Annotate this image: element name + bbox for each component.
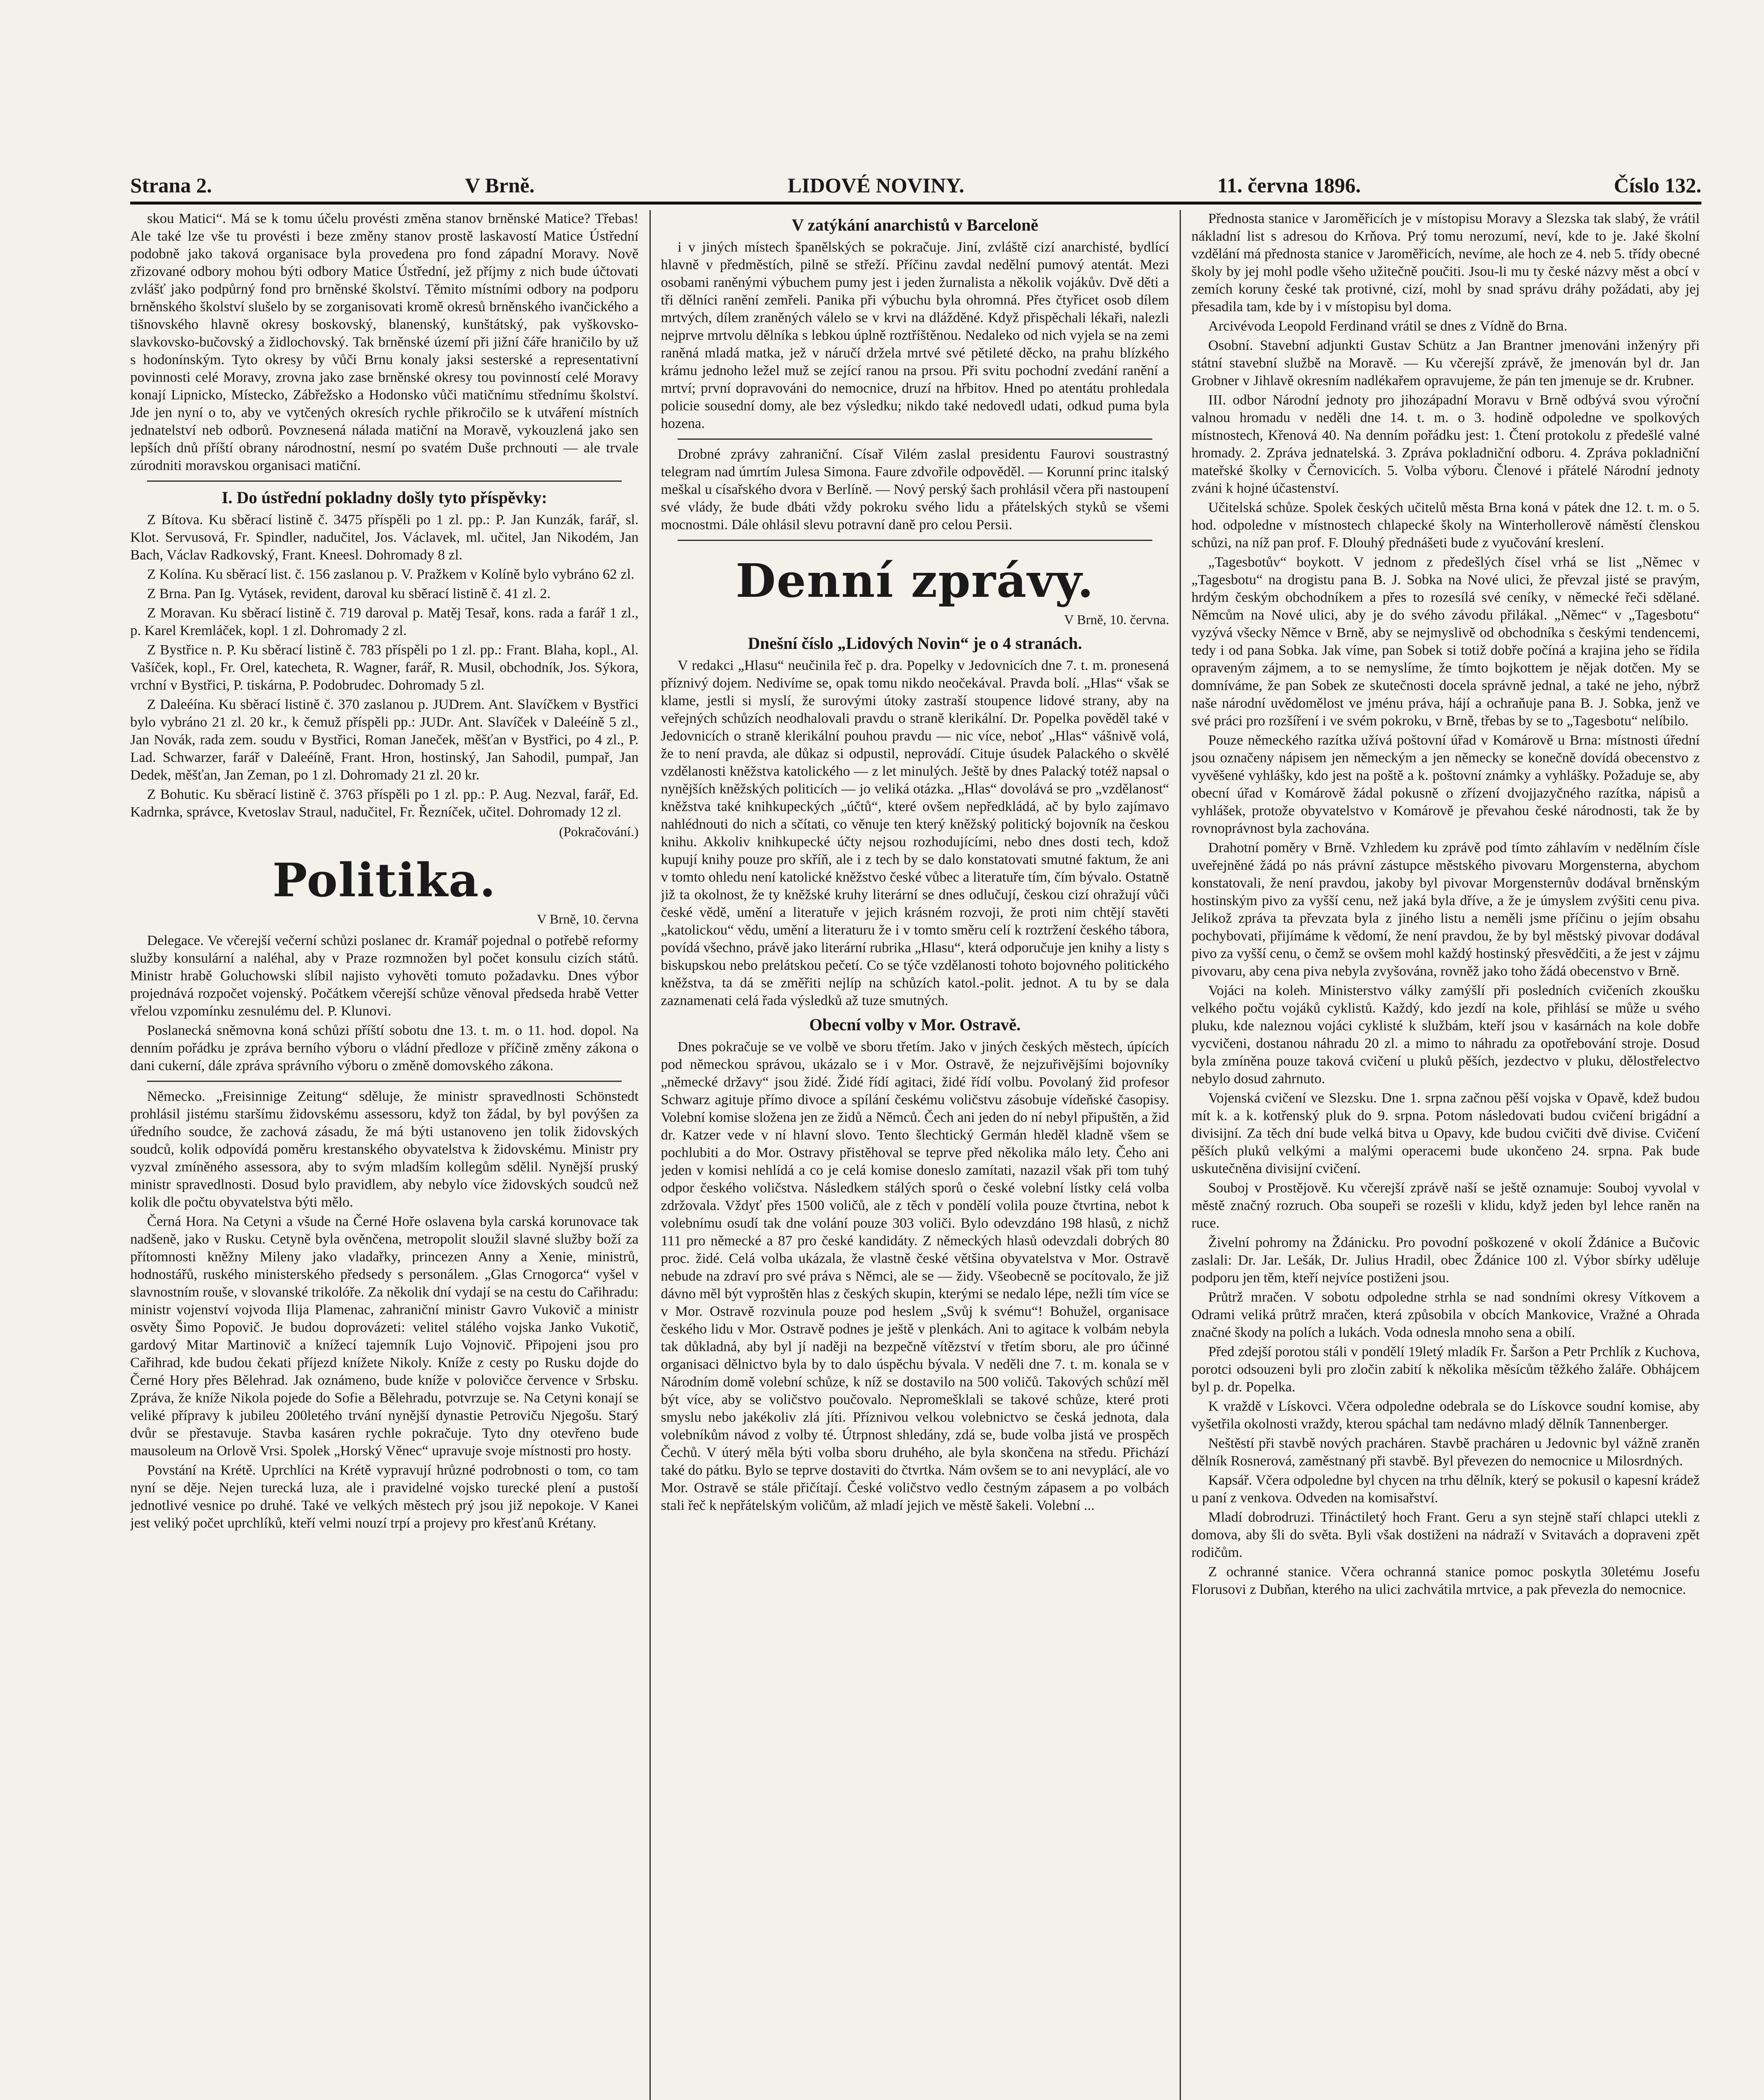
column-divider [1180, 210, 1181, 2100]
article-vojaci: Vojáci na koleh. Ministerstvo války zamýšlí při posledních cvičeních zkoušku velkého počtu vojáků cyklistů. Každý, kdo jezdí na kole, přihlásí se může u svého pluku, kde naleznou vojáci cyklisté k službám, kteří jsou v kasárnách na kole dobře vycvičeni, dostanou náhradu 20 zl. a mimo to náhradu za opotřebování stroje. Dosud byla zmíněna pouze taková cvičení u pluků pěších, jezdectvo v pluku, dělostřelectvo nebylo dosud zahrnuto. [1191, 983, 1700, 1087]
section-title-politika: Politika. [272, 853, 497, 907]
donation-entry: Z Bítova. Ku sběrací listině č. 3475 příspěli po 1 zl. pp.: P. Jan Kunzák, farář, sl. Klot. Servusová, Fr. Spindler, nadučitel, Jos. Václavek, ml. učitel, Jan Nikodém, Jan Bach, Václav Radkovský, Frant. Kneesl. Dohromady 8 zl. [130, 512, 639, 563]
article-ostrava: Dnes pokračuje se ve volbě ve sboru třetím. Jako v jiných českých městech, úpících pod německou správou, ukázalo se i v Mor. Ostravě, že nejzuřivějšími bojovníky „německé državy“ jsou židé. Židé řídí agitaci, židé řídí volbu. Povolaný žid profesor Schwarz agituje přímo divoce a spílání českému voličstvu zásobuje vídeňské časopisy. Volební komise složena jen ze židů a Němců. Čech ani jeden do ní nebyl připuštěn, a žid dr. Katzer vede v ní hlavní slovo. Tento šlechtický Germán hleděl kladně všem se pochlubiti a do Mor. Ostravy přistěhoval se teprve před několika málo lety. Čeho ani jeden v komisi nehlídá a co je celá komise doneslo zamítati, nazazil však při tom tuhý odpor českého voličstva. Následkem stálých sporů o české volební lístky celá volba zdržovala. Vždyť přes 1500 voličů, ale z těch v pondělí volila pouze čtvrtina, nebot k volebnímu osudí tak dne volání pouze 303 voliči. Bylo odevzdáno 198 hlasů, z nichž 111 pro německé a 87 pro české kandidáty. Z německých hlasů odevzdali dobrých 80 proc. židé. Celá volba ukázala, že vlastně české většina obyvatelstva v Mor. Ostravě nebude na zdraví pro své práva s Němci, ale se — židy. Všeobecně se pocítovalo, že již dávno měl být vyproštěn hlas z českých skupin, kterými se nedalo lépe, nežli tím více se v Mor. Ostravě rozvinula pouze pod heslem „Svůj k svému“! Bohužel, organisace českého lidu v Mor. Ostravě podnes je ještě v plenkách. Ani to agitace k volbám nebyla tak důkladná, aby byl jí naději na bezpečně vítězství v třetím sboru, ale pro účinné organisaci dělnictvo byla by to dalo úspěchu bývala. V neděli dne 7. t. m. konala se v Národním domě volební schůze, k níž se dostavilo na 500 voličů. Takových schůzí měl být více, aby se voličstvo poučovalo. Nepromešklali se takové schůze, které proti smyslu nebo jakékoliv zlá jíti. Příznivou velkou volebnictvo se česká jednota, dala volebníkům návod z volby té. Útrpnost shledány, zdá se, bude volba jistá ve prospěch Čechů. V úterý měla býti volba sboru druhého, ale byla skončena na středu. Přichází také do pátku. Bylo se teprve dostaviti do čtvrtka. Nám ovšem se to ani nevyplácí, ale vo Mor. Ostravě se stále přičítají. České voličstvo vedlo čestným zápasem a po volbách stali řeč k nepřátelským voličům, až mladí jejich ve městě šakeli. Volební ... [661, 1039, 1169, 1513]
section-rule [678, 438, 1152, 440]
ostrava-heading: Obecní volby v Mor. Ostravě. [809, 1015, 1021, 1034]
article-souboj: Souboj v Prostějově. Ku včerejší zprávě naší se ještě oznamuje: Souboj vyvolal v městě značný rozruch. Oba soupeři se rozešli v klidu, když jeden byl lehce raněn na ruce. [1191, 1180, 1700, 1231]
article-razitka: Pouze německého razítka užívá poštovní úřad v Komárově u Brna: místnosti úřední jsou označeny nápisem jen německým a jen německy se konečně dovídá obecenstvo z vyvěšené vyhlášky, kdo jest na poště a k. poštovní známky a vyhlášky. Požaduje se, aby obecní úřad v Komárově žádal pokusně o zřízení dvojjazyčného razítka, nápisů a vyhlášek, protože obyvatelstvo v Komárově je převahou české národnosti, tak že by rovnoprávnost byla zachována. [1191, 732, 1700, 836]
article-foreign-news: Drobné zprávy zahraniční. Císař Vilém zaslal presidentu Faurovi soustrastný telegram nad úmrtím Julesa Simona. Faure zdvořile odpověděl. — Korunní princ italský meškal u císařského dvora v Berlíně. — Nový perský šach prohlásil včera při nastoupení své vlády, že bude dbáti vždy pokroku svého lidu a přátelských styků se všemi mocnostmi. Dále ohlásil slevu potravní daně pro celou Persii. [661, 446, 1169, 533]
donation-entry: Z Bohutic. Ku sběrací listině č. 3763 příspěli po 1 zl. pp.: P. Aug. Nezval, farář, Ed. Kadrnka, správce, Kvetoslav Straul, nadučitel, Fr. Řezníček, učitel. Dohromady 12 zl. [130, 787, 639, 820]
article-ucitelska: Učitelská schůze. Spolek českých učitelů města Brna koná v pátek dne 12. t. m. o 5. hod. odpoledne v místnostech chlapecké školy na Winterhollerově náměstí členskou schůzi, na níž pan prof. F. Dlouhý přednášeti bude z vyučování kreslení. [1191, 500, 1700, 551]
article-vrazda: K vraždě v Lískovci. Včera odpoledne odebrala se do Lískovce soudní komise, aby vyšetřila okolnosti vraždy, kterou spáchal tam nedávno mladý dělník Tannenberger. [1191, 1399, 1700, 1432]
section-rule [147, 1081, 622, 1082]
place-label: V Brně. [465, 173, 535, 197]
article-ochranne: Z ochranné stanice. Včera ochranná stanice pomoc poskytla 30letému Josefu Florusovi z Dubňan, kterého na ulici zachvátila mrtvice, a pak převezla do nemocnice. [1191, 1564, 1700, 1597]
article-snemovna: Poslanecká sněmovna koná schůzi příští sobotu dne 13. t. m. o 11. hod. dopol. Na denním pořádku je zpráva berního výboru o vládní předloze v příčině změny zákona o dani cukerní, dále zpráva správního výboru o změně domovského zákona. [130, 1023, 639, 1074]
donation-entry: Z Brna. Pan Ig. Vytásek, revident, daroval ku sběrací listině č. 41 zl. 2. [147, 586, 551, 601]
column-2 [661, 210, 1169, 2100]
politika-dateline: V Brně, 10. června [537, 911, 639, 927]
issue-number: Číslo 132. [1614, 173, 1701, 197]
donation-entry: Z Bystřice n. P. Ku sběrací listině č. 783 příspěli po 1 zl. pp.: Frant. Blaha, kopl., Al. Vašíček, kopl., Fr. Orel, katecheta, R. Wagner, farář, R. Musil, obchodník, Jos. Sýkora, vrchní v Bystřici, P. tiskárna, P. Podobrudec. Dohromady 5 zl. [130, 642, 639, 693]
newspaper-title: LIDOVÉ NOVINY. [787, 173, 965, 197]
article-zivelni: Živelní pohromy na Ždánicku. Pro povodní poškozené v okolí Ždánice a Bučovic zaslali: Dr. Jar. Lešák, Dr. Julius Hradil, obec Ždánice 100 zl. Výbor sbírky uděluje podporu jen těm, kteří nejvíce postiženi jsou. [1191, 1235, 1700, 1286]
column-3 [1191, 210, 1700, 2100]
header-rule [130, 202, 1701, 205]
article-osobni: Osobní. Stavební adjunkti Gustav Schütz a Jan Brantner jmenováni inženýry při státní stavební službě na Moravě. — Ku včerejší zprávě, že jmenován byl dr. Jan Grobner v Jihlavě okresním nadlékařem opravujeme, že pán ten jmenuje se dr. Krubner. [1191, 338, 1700, 388]
article-prednosta: Přednosta stanice v Jaroměřicích je v místopisu Moravy a Slezska tak slabý, že vrátil nákladní list s adresou do Krňova. Prý tomu nerozumí, neví, kde to je. Jaké školní vzdělání má přednosta stanice v Jaroměřicích, nevíme, ale hoch ze 4. neb 5. třídy obecné školy by jej mohl podle všeho užitečně poučiti. Jsou-li mu ty české názvy měst a obcí v zemích koruny české tak protivné, cizí, mohl by snad správu dráhy požádati, aby jej přesadila tam, kde by i v místopisu byl doma. [1191, 211, 1700, 315]
anarchists-heading: V zatýkání anarchistů v Barceloně [791, 215, 1038, 234]
column-1 [130, 210, 639, 2100]
article-tagesbote: „Tagesbotův“ boykott. V jednom z předešlých čísel vrhá se list „Němec v „Tagesbotu“ na drogistu pana B. J. Sobka na Nové ulici, že převzal jisté se pravým, hrdým českým obchodníkem a přes to rozesílá své ceníky, v německé řeči sdělané. Němcům na Nové ulici, aby je do svého závodu přilákal. „Němec“ v „Tagesbotu“ vyzývá všecky Němce v Brně, aby se nejmyslivě od obchodníka s českými tendencemi, tedy i od pana Sobka. Jak víme, pan Sobek si totiž dobře počíná a krajina jeho se řídila opraveným zájmem, a to se nemyslíme, že tímto bojkottem je nějak dotčen. My se domníváme, že pan Sobek ze skutečnosti docela správně jednal, a také ne jeho, nýbrž naše národní uvědomělost ve jménu práva, hájí a ochraňuje pana B. J. Sobka, jenž ve své práci pro rozšíření i ve svém pokroku, v Brně, třebas by se to „Tagesbotu“ nelíbilo. [1191, 554, 1700, 729]
section-rule [147, 480, 622, 482]
donations-heading: I. Do ústřední pokladny došly tyto příspěvky: [221, 488, 547, 507]
article-vojenska: Vojenská cvičení ve Slezsku. Dne 1. srpna začnou pěší vojska v Opavě, kdež budou mít k. a k. kotřenský pluk do 9. srpna. Potom následovati budou cvičení brigádní a divisijní. Za těch dní bude velká bitva u Opavy, kde budou cvičiti dvě divise. Cvičení pěších pluků velkými a malými operacemi bude ukončeno 24. srpna. Pak bude uskutečněna divisijní cvičení. [1191, 1090, 1700, 1176]
denni-dateline: V Brně, 10. června. [1064, 612, 1169, 627]
donation-entry: Z Moravan. Ku sběrací listině č. 719 daroval p. Matěj Tesař, kons. rada a farář 1 zl., p. Karel Kremláček, kopl. 1 zl. Dohromady 2 zl. [130, 605, 639, 638]
section-rule [678, 540, 1152, 541]
page-number: Strana 2. [130, 173, 212, 197]
article-cerna-hora: Černá Hora. Na Cetyni a všude na Černé Hoře oslavena byla carská korunovace tak nadšeně, jako v Rusku. Cetyně byla ověnčena, metropolit sloužil slavné služby boží za přítomnosti kněžny Mileny jako vladařky, princezen Anny a Xenie, ministrů, hodnostářů, ruského ministerského předsedy s personálem. „Glas Crnogorca“ vyšel v slavnostním rouše, v slovanské trikolóře. Za několik dní vydají se na cestu do Cařihradu: ministr vojenství vojvoda Ilija Plamenac, zahraniční ministr Gavro Vukovič a ministr osvěty Šimo Popovič. Je budou doprovázeti: velitel stálého vojska Janko Vukotič, gardový Mitar Martinovič a knížecí tajemník Lujo Vojnovič. Připojeni jsou pro Cařihrad, kde budou čekati příjezd knížete Nikoly. Kníže z cesty po Rusku dojde do Černé Hory přes Bělehrad. Jak oznámeno, bude kníže v polovičce července v Srbsku. Zpráva, že kníže Nikola pojede do Sofie a Bělehradu, potvrzuje se. Na Cetyni konají se veliké přípravy k jubileu 200letého trvání nynější dynastie Petroviču Njegošu. Starý dvůr se přestavuje. Stavba kasáren rychle pokračuje. Tyto dny otevřeno bude mausoleum na Orlově Vrsi. Spolek „Horský Věnec“ upravuje svoje místnosti pro hosty. [130, 1214, 639, 1459]
donation-entry: Z Daleéína. Ku sběrací listině č. 370 zaslanou p. JUDrem. Ant. Slavíčkem v Bystřici bylo vybráno 21 zl. 20 kr., k čemuž příspěli pp.: JUDr. Ant. Slavíček v Daleéíně 5 zl., Jan Novák, rada zem. soudu v Bystřici, Roman Janeček, měšťan v Bystřici, po 4 zl., P. Lad. Schwarzer, farář v Daleéíně, Frant. Hron, hostinský, Jan Sahodil, pumpař, Jan Dedek, měšťan, Jan Zeman, po 1 zl. Dohromady 21 zl. 20 kr. [130, 697, 639, 783]
continuation-note: (Pokračování.) [559, 824, 639, 839]
matice-paragraph: skou Matici“. Má se k tomu účelu provésti změna stanov brněnské Matice? Třebas! Ale také lze vše tu provésti i beze změny stanov prostě laskavostí Matice Ústřední podobně jako taková organisace byla provedena pro fond západní Moravy. Nově zřizované odbory mohou býti odbory Matice Ústřední, jež příjmy z nich bude účtovati zvlášť jako podpůrný fond pro brněnské školství. Těmito místními odbory na podporu brněnského školství slušelo by se zorganisovati kromě okresů brněnského ivančického a tišnovského hlavně okresy boskovský, blanenský, kunštátský, pak vyškovsko-slavkovsko-bučovský a židlochovský. Tak brněnské území při jižní čáře hraničilo by už s hodonínským. Tyto okresy by vůči Brnu konaly jaksi sesterské a representativní povinnosti celé Moravy, zrovna jako zase brněnské okresy tou povinností celé Moravy konají Lipnicko, Místecko, Zábřežsko a Hodonsko vůči matičnímu střednímu školství. Jde jen nyní o to, aby ve vytčených okresích rychle přikročilo se k utváření místních jednatelství neb odborů. Povznesená nálada matiční na Moravě, vykouzlená jako sen lepších dnů příští obrany národnostní, nesmí po svatém Duše prchnouti — ale trvale zúrodniti moravskou organisaci matiční. [130, 211, 639, 473]
article-mladi: Mladí dobrodruzi. Třináctiletý hoch Frant. Geru a syn stejně staří chlapci utekli z domova, aby šli do světa. Byli však dostiženi na nádraží v Svitavách a dopraveni zpět rodičům. [1191, 1509, 1700, 1560]
column-divider [649, 210, 651, 2100]
donation-entry: Z Kolína. Ku sběrací list. č. 156 zaslanou p. V. Pražkem v Kolíně bylo vybráno 62 zl. [147, 567, 635, 582]
page-header [130, 164, 1701, 197]
article-hlas: V redakci „Hlasu“ neučinila řeč p. dra. Popelky v Jedovnicích dne 7. t. m. pronesená příznivý dojem. Nedivíme se, opak tomu nikdo neočekával. Pravda bolí. „Hlas“ však se klame, jestli si myslí, že surovými útoky zastraší stoupence lidové strany, aby na veřejných schůzích neodhalovali pravdu o straně klerikální. Dr. Popelka pověděl také v Jedovnicích o straně klerikální pouhou pravdu — nic více, neboť „Hlas“ vášnivě volá, že to není pravda, ale důkaz si odpustil, neprovádí. Cituje úsudek Palackého o skvělé vzdělanosti kněžstva katolického — z let minulých. Ještě by dnes Palacký totéž napsal o nynějších kněžských politicích — jo veliká otázka. „Hlas“ dovolává se pro „vzdělanost“ kněžstva také knihkupeckých „účtů“, které ovšem nepředkládá, ač by bylo zajímavo nahlédnouti do nich a sčítati, co věnuje ten který kněžský politický bojovník na českou knihu. Akkoliv knihkupecké účty nejsou rozhodujícími, nebo dnes dosti tech, kdož kupují knihy pouze pro skříň, ale i z tech by se dalo konstatovati smutné faktum, že ani v tomto ohledu není katolické kněžstvo české vůbec a literatuře tím, čím bývalo. Ostatně již ta okolnost, že ty kněžské kruhy literární se dnes odlučují, českou cizí ohražují vůči české vědě, umění a literatuře v jejich krásném rozvoji, že proti nim chtějí stavěti „katolickou“ vědu, umění a literaturu že i v tomto směru celí k roztržení českého tábora, povídá všechno, právě jako literární rubrika „Hlasu“, která odporučuje jen knihy a listy s biskupskou nebo prelátskou pečetí. Co se týče vzdělanosti tohoto bojovného politického kněžstva, ta dá se změřiti nejlíp na schůzích katol.-polit. jednot. A tu by se dala zaznamenati celá řada výsledků až tuze smutných. [661, 658, 1169, 1008]
article-kapsar: Kapsář. Včera odpoledne byl chycen na trhu dělník, který se pokusil o kapesní krádež u paní z venkova. Odveden na komisařství. [1191, 1473, 1700, 1506]
article-nestesti: Neštěstí při stavbě nových pracháren. Stavbě pracháren u Jedovnic byl vážně zraněn dělník Rosnerová, zaměstnaný při stavbě. Byl převezen do nemocnice u Milosrdných. [1191, 1436, 1700, 1469]
article-delegace: Delegace. Ve včerejší večerní schůzi poslanec dr. Kramář pojednal o potřebě reformy služby konsulární a naléhal, aby v Praze rozmnožen byl počet konsulu cizích států. Ministr hrabě Goluchowski slíbil najisto vyhověti tomuto požadavku. Dnes výbor projednává rozpočet vojenský. Počátkem včerejší schůze věnoval předseda hrabě Vetter vřelou vzpomínku zesnulému del. P. Klunovi. [130, 933, 639, 1019]
article-nemecko: Německo. „Freisinnige Zeitung“ sděluje, že ministr spravedlnosti Schönstedt prohlásil jistému staršímu židovskému assessoru, když ton žádal, by byl povýšen za úředního soudce, že zachová zásadu, že má býti ustanoveno jen tolik židovských soudců, kolik odpovídá poměru krestanského obyvatelstva k židovskému. Ministr pry vyzval zmíněného assessora, aby to svým mladším kollegům sdělil. Nynější pruský ministr spravedlnosti. Dosud bylo pravidlem, aby nebylo více židovských soudců než kolik dle počtu obyvatelstva býti mělo. [130, 1089, 639, 1210]
article-prutrz: Průtrž mračen. V sobotu odpoledne strhla se nad sondními okresy Vítkovem a Odrami veliká průtrž mračen, která způsobila v obcích Mankovice, Vražné a Ohrada značné škody na polích a lukách. Voda odnesla mnoho sena a obilí. [1191, 1289, 1700, 1340]
article-odbor: III. odbor Národní jednoty pro jihozápadní Moravu v Brně odbývá svou výroční valnou hromadu v neděli dne 14. t. m. o 3. hodině odpoledne ve spolkových místnostech, Křenová 40. Na denním pořádku jest: 1. Čtení protokolu z předešlé valné hromady. 2. Zpráva jednatelská. 3. Zpráva pokladniční odboru. 4. Zpráva pokladniční mateřské školky v Černovicích. 5. Volba výboru. Členové i přátelé Národní jednoty zváni k hojné účastenství. [1191, 392, 1700, 496]
article-anarchists: i v jiných místech španělských se pokračuje. Jiní, zvláště cizí anarchisté, bydlící hlavně v předměstích, pilně se střeží. Příčinu zavdal nedělní pumový atentát. Mezi osobami raněnými výbuchem pumy jest i jeden žurnalista a několik vojákův. Dvě děti a tři dělníci ranění zemřeli. Panika při výbuchu byla ohromná. Přes čtyřicet osob dílem mrtvých, dílem zraněných válelo se v krvi na dlážděné. Když přispěchali lékaři, nalezli nejprve mrtvolu dělníka s lebkou úplně roztříštěnou. Nedaleko od nich vyjela se na zemi raněná mladá matka, jež v náručí držela mrtvé své pětileté děcko, na prahu blízkého krámu jednoho ležel muž se zející ranou na prsou. Při svitu pochodní zvedání ranění a mrtví; první dopravováni do nemocnice, druzí na hřbitov. Hned po atentátu prohledala policie sousední domy, ale bez výsledku; nikdo také nedovedl udati, odkud puma byla hozena. [661, 239, 1169, 431]
pages-notice: Dnešní číslo „Lidových Novin“ je o 4 stranách. [748, 634, 1082, 653]
section-title-denni-zpravy: Denní zprávy. [736, 554, 1094, 608]
article-arcivevoda: Arcivévoda Leopold Ferdinand vrátil se dnes z Vídně do Brna. [1208, 318, 1567, 334]
article-drahotni: Drahotní poměry v Brně. Vzhledem ku zprávě pod tímto záhlavím v nedělním čísle uveřejněné žádá po nás právní zástupce městského pivovaru Morgensterna, abychom konstatovali, že není pravdou, jakoby byl pivovar Morgensternův dodával brněnským hostinským pivo za vyšší cenu, než jaká byla dříve, a že je úmyslem zvýšiti cenu piva. Jelikož zpráva ta převzata byla z jiného listu a neměli jsme příčinu o jejím obsahu pochybovati, přijímáme k vědomí, že není pravdou, že by byl městský pivovar dodával pivo za vyšší cenu, o čemž se ovšem mohl každý hostinský přesvědčiti, a že jest v zájmu pivovaru, aby cena piva nebyla zvyšována, rovněž jako toho žádá obecenstvo v Brně. [1191, 840, 1700, 979]
issue-date: 11. června 1896. [1217, 173, 1361, 197]
article-porota: Před zdejší porotou stáli v pondělí 19letý mladík Fr. Šaršon a Petr Prchlík z Kuchova, porotci odsouzeni byli pro zločin zabití k několika měsícům těžkého žaláře. Obhájcem byl p. dr. Popelka. [1191, 1344, 1700, 1395]
article-kreta: Povstání na Krétě. Uprchlíci na Krétě vypravují hrůzné podrobnosti o tom, co tam nyní se děje. Nejen turecká luza, ale i pravidelné vojsko turecké plení a pustoší jednotlivé vesnice po druhé. Také ve velkých městech prý jsou již nepokoje. V Kanei jest veliký počet uprchlíků, kteří velmi nouzí trpí a projevy pro křesťanů Krétany. [130, 1462, 639, 1531]
